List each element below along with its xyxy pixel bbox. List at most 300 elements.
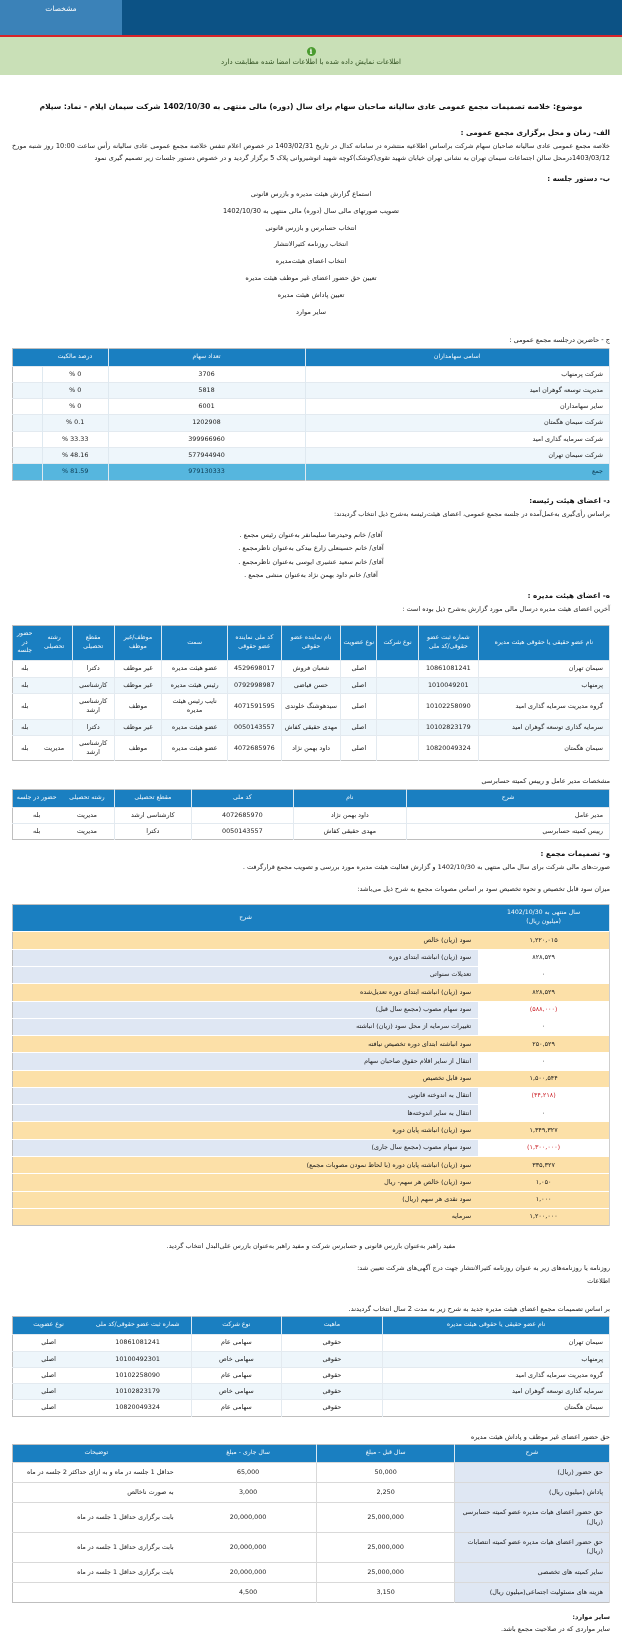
shareholder-name: مدیریت توسعه گوهران امید xyxy=(305,382,609,398)
table-row xyxy=(13,694,610,720)
member-degree: دکترا xyxy=(72,719,114,735)
finance-value: ۰ xyxy=(478,1053,609,1070)
finance-label: سود (زیان) خالص xyxy=(13,932,479,949)
shareholder-percent: 33.33 % xyxy=(42,431,108,447)
col-description: شرح xyxy=(13,905,479,932)
member-membership: اصلی xyxy=(13,1335,85,1351)
member-attendance: بله xyxy=(13,677,37,693)
member-rep: حسن فیاضی xyxy=(281,677,341,693)
shareholder-name: شرکت پرمنهاب xyxy=(305,366,609,382)
table-row xyxy=(13,399,610,415)
document-subject-label: موضوع: xyxy=(552,102,583,111)
member-field xyxy=(36,694,72,720)
comp-label: حق حضور اعضای هیات مدیره عضو کمیته حسابرسی (ریال) xyxy=(454,1503,609,1533)
ceo-field: مدیریت xyxy=(60,807,114,823)
member-membership: اصلی xyxy=(341,735,377,761)
member-rep: سیدهوشنگ خلوندی xyxy=(281,694,341,720)
agenda-item: تعیین پاداش هیئت مدیره xyxy=(277,290,345,299)
col-spacer xyxy=(13,348,43,366)
comp-prev: 3,150 xyxy=(317,1582,454,1602)
col-current-year-amount: سال جاری - مبلغ xyxy=(180,1444,317,1462)
member-position: عضو هیئت مدیره xyxy=(162,735,228,761)
shareholders-table-header-row xyxy=(13,348,610,366)
col-fiscal-year-line2: (میلیون ریال) xyxy=(526,918,561,926)
row-spacer xyxy=(13,448,43,464)
finance-value: ۱,۰۰۰ xyxy=(478,1191,609,1208)
table-row xyxy=(13,1400,610,1416)
table-row xyxy=(13,966,610,983)
finance-value: ۱,۲۰۰,۰۰۰ xyxy=(478,1208,609,1225)
comp-note: بابت برگزاری حداقل 1 جلسه در ماه xyxy=(13,1562,180,1582)
member-name: سیمان هگمتان xyxy=(383,1400,610,1416)
ceo-nid: 4072685970 xyxy=(192,807,293,823)
member-nature: حقوقی xyxy=(281,1335,382,1351)
col-membership-type: نوع عضویت xyxy=(341,625,377,661)
table-row xyxy=(13,807,610,823)
member-nature: حقوقی xyxy=(281,1351,382,1367)
table-row xyxy=(13,1351,610,1367)
tab-specifications[interactable] xyxy=(0,0,122,35)
finance-value: ۸۲۸,۵۲۹ xyxy=(478,949,609,966)
member-membership: اصلی xyxy=(13,1367,85,1383)
member-reg: 10102258090 xyxy=(84,1367,191,1383)
member-rep-id: 4072685976 xyxy=(227,735,281,761)
member-name: سیمان تهران xyxy=(383,1335,610,1351)
finance-label: سود نقدی هر سهم (ریال) xyxy=(13,1191,479,1208)
agenda-item: تصویب صورتهای مالی سال (دوره) مالی منتهی به 1402/10/30 xyxy=(222,206,400,215)
member-rep-id: 4529698017 xyxy=(227,661,281,677)
col-education-field: رشته تحصیلی xyxy=(60,789,114,807)
comp-note xyxy=(13,1582,180,1602)
agenda-item: انتخاب اعضای هیئت‌مدیره xyxy=(275,257,347,266)
member-reg: 10861081241 xyxy=(84,1335,191,1351)
presiding-member: آقای/ خانم وحیدرضا سلیمانفر به‌عنوان رئیس مجمع . xyxy=(239,531,383,540)
comp-curr: 20,000,000 xyxy=(180,1562,317,1582)
member-membership: اصلی xyxy=(341,661,377,677)
col-role: شرح xyxy=(407,789,610,807)
total-label: جمع xyxy=(305,464,609,480)
finance-label: سود قابل تخصیص xyxy=(13,1070,479,1087)
section-e-subtext: آخرین اعضای هیئت مدیره درسال مالی مورد گزارش به‌شرح ذیل بوده است : xyxy=(402,604,610,613)
table-row xyxy=(13,1582,610,1602)
new-board-caption: بر اساس تصمیمات مجمع اعضای هیئت مدیره جدید به شرح زیر به مدت 2 سال انتخاب گردیدند. xyxy=(348,1305,610,1314)
col-education-level: مقطع تحصیلی xyxy=(72,625,114,661)
member-name: سرمایه گذاری توسعه گوهران امید xyxy=(383,1384,610,1400)
finance-value: ۲۵۰,۵۲۹ xyxy=(478,1036,609,1053)
member-reg: 10100492301 xyxy=(84,1351,191,1367)
finance-value: (۵۸۸,۰۰۰) xyxy=(478,1001,609,1018)
member-company-type: سهامی عام xyxy=(192,1367,282,1383)
finance-label: سود (زیان) خالص هر سهم- ریال xyxy=(13,1174,479,1191)
member-company-type xyxy=(377,661,419,677)
header-spacer xyxy=(122,0,622,35)
member-membership: اصلی xyxy=(341,719,377,735)
row-spacer xyxy=(13,464,43,480)
table-row xyxy=(13,1208,610,1225)
table-row xyxy=(13,448,610,464)
finance-value: ۱,۲۲۰,۰۱۵ xyxy=(478,932,609,949)
member-reg: 10861081241 xyxy=(418,661,478,677)
comp-note: بابت برگزاری حداقل 1 جلسه در ماه xyxy=(13,1503,180,1533)
comp-label: پاداش (میلیون ریال) xyxy=(454,1483,609,1503)
col-remarks: توضیحات xyxy=(13,1444,180,1462)
finance-label: تغییرات سرمایه از محل سود (زیان) انباشته xyxy=(13,1018,479,1035)
member-reg: 1010049201 xyxy=(418,677,478,693)
member-degree: کارشناسی ارشد xyxy=(72,694,114,720)
member-company-type xyxy=(377,719,419,735)
comp-label: هزینه های مسئولیت اجتماعی(میلیون ریال) xyxy=(454,1582,609,1602)
section-v-subcaption: میزان سود قابل تخصیص و نحوه تخصیص سود بر اساس مصوبات مجمع به شرح ذیل می‌باشد: xyxy=(357,884,610,893)
table-row xyxy=(13,1087,610,1104)
table-row xyxy=(13,823,610,839)
table-row xyxy=(13,1562,610,1582)
comp-label: حق حضور (ریال) xyxy=(454,1462,609,1482)
member-field xyxy=(36,677,72,693)
section-d-heading: د- اعضای هیئت رئیسه: xyxy=(529,495,610,505)
total-shares: 979130333 xyxy=(108,464,305,480)
member-reg: 10102258090 xyxy=(418,694,478,720)
compensation-table xyxy=(12,1444,610,1603)
member-reg: 10820049324 xyxy=(418,735,478,761)
shareholders-total-row xyxy=(13,464,610,480)
member-membership: اصلی xyxy=(13,1400,85,1416)
ceo-attendance: بله xyxy=(13,807,61,823)
app-header xyxy=(0,0,622,35)
col-previous-year-amount: سال قبل - مبلغ xyxy=(317,1444,454,1462)
finance-label: سود (زیان) انباشته ابتدای دوره xyxy=(13,949,479,966)
finance-label: سود انباشته ابتدای دوره تخصیص نیافته xyxy=(13,1036,479,1053)
shareholder-name: شرکت سیمان هگمتان xyxy=(305,415,609,431)
col-company-type: نوع شرکت xyxy=(377,625,419,661)
finance-label: سود (زیان) انباشته پایان دوره xyxy=(13,1122,479,1139)
newspaper-value: اطلاعات xyxy=(587,1277,610,1286)
col-member-name: نام عضو حقیقی یا حقوقی هیئت مدیره xyxy=(478,625,609,661)
agenda-item: تعیین حق حضور اعضای غیر موظف هیئت مدیره xyxy=(245,274,377,282)
member-name: پرمنهاب xyxy=(383,1351,610,1367)
col-education-field: رشته تحصیلی xyxy=(36,625,72,661)
comp-note: بابت برگزاری حداقل 1 جلسه در ماه xyxy=(13,1532,180,1562)
table-row xyxy=(13,1157,610,1174)
ceo-nid: 0050143557 xyxy=(192,823,293,839)
finance-table-header-row xyxy=(13,905,610,932)
table-row xyxy=(13,431,610,447)
presiding-member: آقای/ خانم داود بهمن نژاد به‌عنوان منشی مجمع . xyxy=(244,570,378,579)
member-name: سیمان هگمتان xyxy=(478,735,609,761)
col-attendance: حضور در جلسه xyxy=(13,789,61,807)
table-row xyxy=(13,1335,610,1351)
member-nature: حقوقی xyxy=(281,1400,382,1416)
col-shareholder-name: اسامی سهامداران xyxy=(305,348,609,366)
finance-label: سرمایه xyxy=(13,1208,479,1225)
shareholder-name: شرکت سیمان تهران xyxy=(305,448,609,464)
col-duty-status: موظف/غیر موظف xyxy=(114,625,162,661)
table-row xyxy=(13,1483,610,1503)
table-row xyxy=(13,1139,610,1156)
finance-label: سود سهام مصوب (مجمع سال قبل) xyxy=(13,1001,479,1018)
member-degree: کارشناسی xyxy=(72,677,114,693)
member-position: نایب رئیس هیئت مدیره xyxy=(162,694,228,720)
shareholders-table xyxy=(12,348,610,481)
comp-prev: 25,000,000 xyxy=(317,1503,454,1533)
member-rep-id: 4071591595 xyxy=(227,694,281,720)
finance-label: انتقال به اندوخته قانونی xyxy=(13,1087,479,1104)
member-position: عضو هیئت مدیره xyxy=(162,719,228,735)
shareholder-name: سایر سهامداران xyxy=(305,399,609,415)
shareholder-percent: 0.1 % xyxy=(42,415,108,431)
shareholder-shares: 6001 xyxy=(108,399,305,415)
member-name: گروه مدیریت سرمایه گذاری امید xyxy=(383,1367,610,1383)
ceo-table-header-row xyxy=(13,789,610,807)
col-share-count: تعداد سهام xyxy=(108,348,305,366)
profit-allocation-table xyxy=(12,904,610,1226)
agenda-item: انتخاب حسابرس و بازرس قانونی xyxy=(265,223,357,232)
ceo-audit-table xyxy=(12,789,610,841)
ceo-name: مهدی حقیقی کفاش xyxy=(293,823,406,839)
ceo-table-caption: مشخصات مدیر عامل و رییس کمیته حسابرسی xyxy=(481,777,610,786)
table-row xyxy=(13,1503,610,1533)
shareholder-percent: 48.16 % xyxy=(42,448,108,464)
col-representative-name: نام نماینده عضو حقوقی xyxy=(281,625,341,661)
row-spacer xyxy=(13,366,43,382)
finance-value: ۰ xyxy=(478,1105,609,1122)
finance-label: سود (زیان) انباشته پایان دوره (با لحاظ نمودن مصوبات مجمع) xyxy=(13,1157,479,1174)
agenda-list xyxy=(12,186,610,321)
section-b-heading: ب- دستور جلسه : xyxy=(547,173,610,183)
presiding-member: آقای/ خانم سعید عشیری ایوسی به‌عنوان ناظرمجمع . xyxy=(238,557,384,566)
comp-prev: 50,000 xyxy=(317,1462,454,1482)
member-name: پرمنهاب xyxy=(478,677,609,693)
col-position: سمت xyxy=(162,625,228,661)
other-matters-heading: سایر موارد: xyxy=(572,1613,610,1622)
finance-value: ۱,۰۵۰ xyxy=(478,1174,609,1191)
member-field xyxy=(36,661,72,677)
finance-label: تعدیلات سنواتی xyxy=(13,966,479,983)
member-position: رئیس هیئت مدیره xyxy=(162,677,228,693)
table-row xyxy=(13,984,610,1001)
auditor-appointment-note: مفید راهبر به‌عنوان بازرس قانونی و حسابرس شرکت و مفید راهبر به‌عنوان بازرس علی‌البدل انتخاب گردید. xyxy=(166,1242,456,1251)
member-company-type: سهامی عام xyxy=(192,1335,282,1351)
table-row xyxy=(13,1001,610,1018)
member-degree: کارشناسی ارشد xyxy=(72,735,114,761)
ceo-attendance: بله xyxy=(13,823,61,839)
member-rep-id: 0050143557 xyxy=(227,719,281,735)
other-matters-text: سایر مواردی که در صلاحیت مجمع باشد. xyxy=(501,1625,610,1634)
table-row xyxy=(13,1462,610,1482)
table-row xyxy=(13,1532,610,1562)
table-row xyxy=(13,1174,610,1191)
row-spacer xyxy=(13,382,43,398)
finance-value: (۱,۳۰۰,۰۰۰) xyxy=(478,1139,609,1156)
ceo-name: داود بهمن نژاد xyxy=(293,807,406,823)
finance-value: ۰ xyxy=(478,966,609,983)
member-rep: داود بهمن نژاد xyxy=(281,735,341,761)
agenda-item: سایر موارد xyxy=(296,307,326,316)
member-reg: 10820049324 xyxy=(84,1400,191,1416)
shareholder-percent: 0 % xyxy=(42,399,108,415)
section-v-paragraph: صورت‌های مالی شرکت برای سال مالی منتهی به 1402/10/30 و گزارش فعالیت هیئت مدیره مورد بررسی و تصویب مجمع قرارگرفت . xyxy=(242,863,610,872)
col-company-type: نوع شرکت xyxy=(192,1317,282,1335)
section-v-heading: و- تصمیمات مجمع : xyxy=(540,849,610,859)
shareholder-shares: 577944940 xyxy=(108,448,305,464)
comp-note: حداقل 1 جلسه در ماه و به ازای حداکثر 2 جلسه در ماه xyxy=(13,1462,180,1482)
member-degree: دکترا xyxy=(72,661,114,677)
member-nature: حقوقی xyxy=(281,1384,382,1400)
member-rep: مهدی حقیقی کفاش xyxy=(281,719,341,735)
col-fiscal-year-line1: سال منتهی به 1402/10/30 xyxy=(506,909,581,917)
col-ownership-percent: درصد مالکیت xyxy=(42,348,108,366)
member-field: مدیریت xyxy=(36,735,72,761)
col-description: شرح xyxy=(454,1444,609,1462)
finance-label: سود سهام مصوب (مجمع سال جاری) xyxy=(13,1139,479,1156)
table-row xyxy=(13,1105,610,1122)
comp-label: حق حضور اعضای هیات مدیره عضو کمیته انتصابات (ریال) xyxy=(454,1532,609,1562)
member-company-type xyxy=(377,735,419,761)
presiding-members-list xyxy=(12,529,610,582)
col-national-id: کد ملی xyxy=(192,789,293,807)
table-row xyxy=(13,366,610,382)
member-membership: اصلی xyxy=(341,694,377,720)
comp-curr: 20,000,000 xyxy=(180,1532,317,1562)
table-row xyxy=(13,1036,610,1053)
shareholder-shares: 1202908 xyxy=(108,415,305,431)
section-c-heading: ج - حاضرین درجلسه مجمع عمومی : xyxy=(509,336,610,345)
member-attendance: بله xyxy=(13,735,37,761)
table-row xyxy=(13,735,610,761)
comp-prev: 25,000,000 xyxy=(317,1532,454,1562)
table-row xyxy=(13,661,610,677)
row-spacer xyxy=(13,415,43,431)
col-membership-type: نوع عضویت xyxy=(13,1317,85,1335)
table-row xyxy=(13,949,610,966)
member-company-type: سهامی خاص xyxy=(192,1384,282,1400)
table-row xyxy=(13,677,610,693)
row-spacer xyxy=(13,431,43,447)
finance-value: ۳۳۵,۳۲۷ xyxy=(478,1157,609,1174)
member-membership: اصلی xyxy=(341,677,377,693)
newspaper-note: روزنامه یا روزنامه‌های زیر به عنوان روزنامه کثیرالانتشار جهت درج آگهی‌های شرکت تعیین شد: xyxy=(357,1263,610,1272)
member-nature: حقوقی xyxy=(281,1367,382,1383)
col-name: نام xyxy=(293,789,406,807)
section-a-heading: الف- زمان و محل برگزاری مجمع عمومی : xyxy=(460,128,610,137)
shareholder-name: شرکت سرمایه گذاری امید xyxy=(305,431,609,447)
col-attendance: حضور در جلسه xyxy=(13,625,37,661)
table-row xyxy=(13,1070,610,1087)
member-attendance: بله xyxy=(13,719,37,735)
shareholder-shares: 5818 xyxy=(108,382,305,398)
compensation-table-header-row xyxy=(13,1444,610,1462)
table-row xyxy=(13,1122,610,1139)
comp-label: سایر کمیته های تخصصی xyxy=(454,1562,609,1582)
ceo-degree: دکترا xyxy=(114,823,192,839)
member-company-type: سهامی عام xyxy=(192,1400,282,1416)
board-table-header-row xyxy=(13,625,610,661)
member-duty: غیر موظف xyxy=(114,719,162,735)
table-row xyxy=(13,1191,610,1208)
member-reg: 10102823179 xyxy=(84,1384,191,1400)
ceo-degree: کارشناسی ارشد xyxy=(114,807,192,823)
table-row xyxy=(13,1053,610,1070)
member-name: سرمایه گذاری توسعه گوهران امید xyxy=(478,719,609,735)
ceo-role: مدیر عامل xyxy=(407,807,610,823)
table-row xyxy=(13,1384,610,1400)
member-attendance: بله xyxy=(13,694,37,720)
member-membership: اصلی xyxy=(13,1384,85,1400)
member-rep-id: 0792998987 xyxy=(227,677,281,693)
finance-value: ۸۲۸,۵۲۹ xyxy=(478,984,609,1001)
col-representative-nid: کد ملی نماینده عضو حقوقی xyxy=(227,625,281,661)
comp-curr: 20,000,000 xyxy=(180,1503,317,1533)
member-duty: موظف xyxy=(114,694,162,720)
new-board-members-table xyxy=(12,1316,610,1416)
comp-curr: 4,500 xyxy=(180,1582,317,1602)
agenda-item: استماع گزارش هیئت مدیره و بازرس قانونی xyxy=(250,189,372,198)
board-of-directors-table xyxy=(12,625,610,762)
col-registration-id: شماره ثبت عضو حقوقی/کد ملی xyxy=(418,625,478,661)
table-row xyxy=(13,932,610,949)
member-reg: 10102823179 xyxy=(418,719,478,735)
comp-prev: 25,000,000 xyxy=(317,1562,454,1582)
finance-value: ۱,۳۴۹,۳۲۷ xyxy=(478,1122,609,1139)
member-duty: موظف xyxy=(114,735,162,761)
shareholder-shares: 399966960 xyxy=(108,431,305,447)
section-e-heading: ه- اعضای هیئت مدیره : xyxy=(527,590,610,600)
table-row xyxy=(13,1018,610,1035)
member-company-type: سهامی خاص xyxy=(192,1351,282,1367)
shareholder-shares: 3706 xyxy=(108,366,305,382)
section-a-paragraph: خلاصه مجمع عمومی عادی سالیانه صاحبان سهام شرکت براساس اطلاعیه منتشره در سامانه کدال در تاریخ 1403/02/31 در خصوص اعلام تنفس خلاصه مجمع عمومی عادی سالیانه رأس ساعت 10:00 روز شنبه مورخ 1403/03/12درمحل سالن اجتماعات سیمان تهران به نشانی تهران خیابان شهید تقوی(کوشک)کوچه شهید انوشیروانی پلاک 5 برگزار گردید و در خصوص دستور جلسات زیر تصمیم گیری نمود xyxy=(12,141,610,163)
verification-notice-text: اطلاعات نمایش داده شده با اطلاعات امضا شده مطابقت دارد xyxy=(221,57,401,66)
member-field xyxy=(36,719,72,735)
comp-note: به صورت ناخالص xyxy=(13,1483,180,1503)
finance-label: انتقال از سایر اقلام حقوق صاحبان سهام xyxy=(13,1053,479,1070)
total-percent: 81.59 % xyxy=(42,464,108,480)
member-attendance: بله xyxy=(13,661,37,677)
table-row xyxy=(13,1367,610,1383)
finance-value: ۱,۵۰۰,۵۴۴ xyxy=(478,1070,609,1087)
verification-notice xyxy=(0,37,622,75)
table-row xyxy=(13,415,610,431)
tab-specifications-label: مشخصات xyxy=(45,4,77,13)
member-name: گروه مدیریت سرمایه گذاری امید xyxy=(478,694,609,720)
section-d-subtext: براساس رأی‌گیری به‌عمل‌آمده در جلسه مجمع عمومی، اعضای هیئت‌رئیسه به‌شرح ذیل انتخاب گردیدند: xyxy=(334,509,610,518)
info-icon: i xyxy=(307,47,316,56)
comp-prev: 2,250 xyxy=(317,1483,454,1503)
member-duty: غیر موظف xyxy=(114,661,162,677)
member-membership: اصلی xyxy=(13,1351,85,1367)
table-row xyxy=(13,719,610,735)
document-subject-text: خلاصه تصمیمات مجمع عمومی عادی سالیانه صاحبان سهام برای سال (دوره) مالی منتهی به 1402/10/30 شرکت سیمان ایلام - نماد: سیلام xyxy=(39,102,551,111)
comp-curr: 65,000 xyxy=(180,1462,317,1482)
finance-label: انتقال به سایر اندوخته‌ها xyxy=(13,1105,479,1122)
shareholder-percent: 0 % xyxy=(42,366,108,382)
finance-value: ۰ xyxy=(478,1018,609,1035)
col-education-level: مقطع تحصیلی xyxy=(114,789,192,807)
col-nature: ماهیت xyxy=(281,1317,382,1335)
finance-label: سود (زیان) انباشته ابتدای دوره تعدیل‌شده xyxy=(13,984,479,1001)
member-company-type xyxy=(377,677,419,693)
member-position: عضو هیئت مدیره xyxy=(162,661,228,677)
col-registration-id: شماره ثبت عضو حقوقی/کد ملی xyxy=(84,1317,191,1335)
compensation-caption: حق حضور اعضای غیر موظف و پاداش هیئت مدیره xyxy=(470,1432,610,1441)
member-company-type xyxy=(377,694,419,720)
document-subject xyxy=(12,101,610,113)
col-fiscal-year xyxy=(478,905,609,932)
table-row xyxy=(13,382,610,398)
row-spacer xyxy=(13,399,43,415)
new-board-table-header-row xyxy=(13,1317,610,1335)
finance-value: (۴۴,۲۱۸) xyxy=(478,1087,609,1104)
col-member-name: نام عضو حقیقی یا حقوقی هیئت مدیره xyxy=(383,1317,610,1335)
